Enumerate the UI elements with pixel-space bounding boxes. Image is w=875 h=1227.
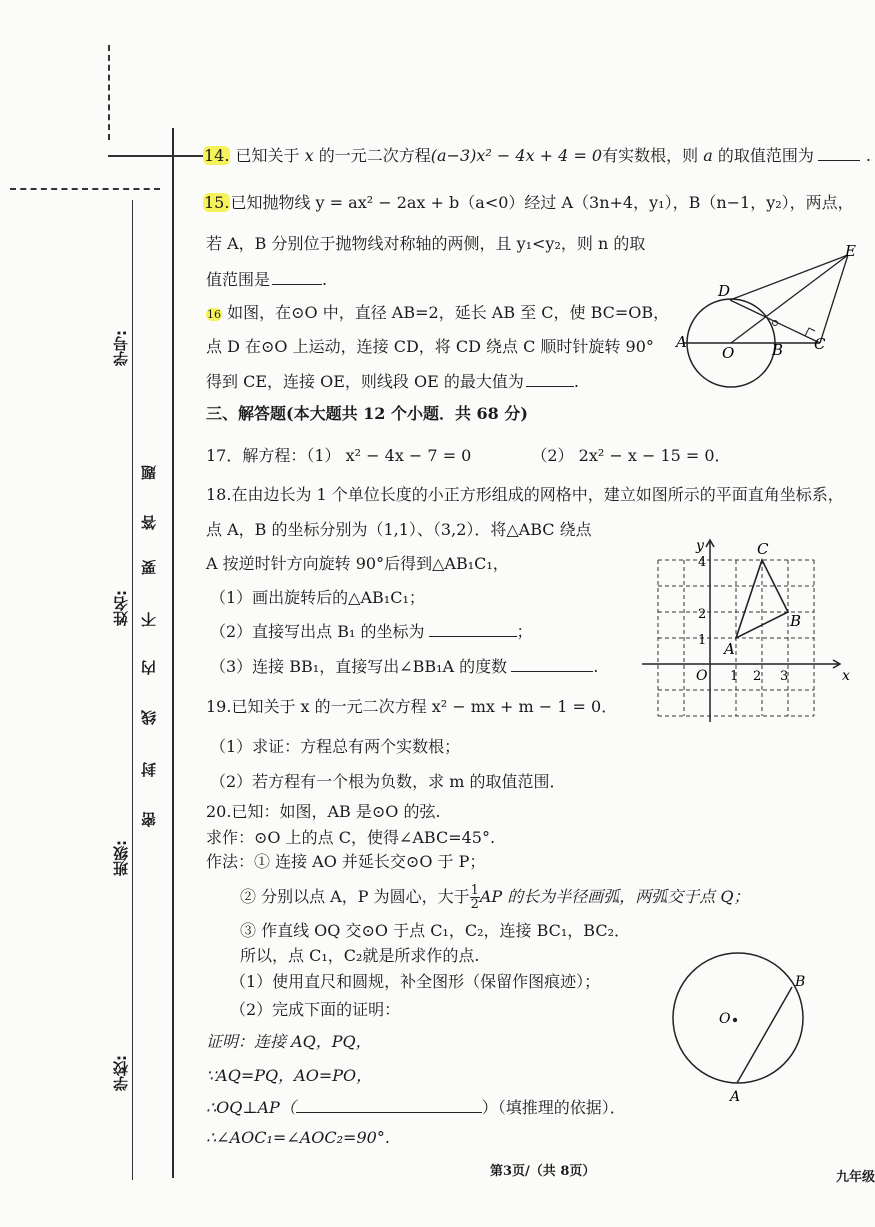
question-number: 15. bbox=[204, 193, 230, 212]
student-no-label: 学号: bbox=[112, 330, 130, 366]
q18-part2-text: （2）直接写出点 B₁ 的坐标为 bbox=[210, 622, 425, 641]
question-14 bbox=[203, 146, 871, 166]
q16-figure bbox=[672, 238, 862, 388]
margin-side-line bbox=[132, 200, 134, 1180]
q16-line2: 点 D 在⊙O 上运动，连接 CD，将 CD 绕点 C 顺时针旋转 90° bbox=[206, 337, 654, 356]
margin-dash-top bbox=[108, 45, 113, 140]
chord-ab bbox=[737, 987, 792, 1083]
q20-proof3-a: ∴OQ⊥AP（ bbox=[206, 1098, 296, 1117]
grade-label: 九年级 bbox=[836, 1170, 875, 1185]
fraction-numerator: 1 bbox=[470, 883, 479, 898]
seal-word-4: 不 bbox=[140, 612, 158, 627]
label-o: O bbox=[722, 344, 735, 362]
tick-x2: 2 bbox=[753, 669, 762, 684]
q18-line2: 点 A，B 的坐标分别为（1,1）、（3,2）．将△ABC 绕点 bbox=[206, 520, 592, 539]
center-dot bbox=[733, 1018, 737, 1022]
label-a: A bbox=[730, 1089, 741, 1105]
seal-word-7: 封 bbox=[140, 762, 158, 777]
q20-proof3-b: ）（填推理的依据）． bbox=[481, 1098, 626, 1117]
question-17 bbox=[206, 446, 731, 466]
q16-line3 bbox=[206, 372, 579, 392]
answer-blank[interactable] bbox=[526, 372, 574, 387]
q15-line3-text: 值范围是 bbox=[206, 270, 271, 289]
answer-blank[interactable] bbox=[272, 270, 322, 285]
q16-line1: 如图，在⊙O 中，直径 AB=2，延长 AB 至 C，使 BC=OB， bbox=[227, 303, 670, 322]
answer-blank[interactable] bbox=[511, 657, 593, 672]
q19-part1: （1）求证：方程总有两个实数根； bbox=[210, 737, 461, 756]
q14-text-b: 的一元二次方程 bbox=[313, 146, 431, 165]
school-label: 学校: bbox=[112, 1055, 130, 1091]
q17-part1: 17．解方程：（1） x² − 4x − 7 = 0 bbox=[206, 446, 472, 465]
q20-line4-b: AP 的长为半径画弧，两弧交于点 Q； bbox=[479, 887, 750, 906]
q17-part2: （2） 2x² − x − 15 = 0． bbox=[531, 446, 731, 465]
label-b: B bbox=[795, 974, 806, 990]
q20-part1: （1）使用直尺和圆规，补全图形（保留作图痕迹）； bbox=[230, 972, 601, 991]
label-x: x bbox=[842, 668, 850, 684]
question-number: 14. bbox=[204, 146, 230, 165]
q14-end: . bbox=[865, 146, 871, 165]
q16-end: . bbox=[573, 372, 579, 391]
q20-line4-a: ② 分别以点 A，P 为圆心，大于 bbox=[240, 887, 470, 906]
fraction-half bbox=[470, 884, 480, 911]
page-number: 第3页/（共 8页） bbox=[490, 1164, 596, 1179]
q15-line2: 若 A，B 分别位于抛物线对称轴的两侧，且 y₁<y₂，则 n 的取 bbox=[206, 234, 646, 253]
label-b: B bbox=[790, 612, 802, 630]
label-o: O bbox=[719, 1011, 731, 1027]
name-label: 姓名: bbox=[112, 590, 130, 626]
tick-x1: 1 bbox=[730, 669, 739, 684]
q18-part3-text: （3）连接 BB₁，直接写出∠BB₁A 的度数 bbox=[210, 657, 508, 676]
seal-word-1: 题 bbox=[140, 465, 158, 480]
circle-o bbox=[673, 953, 806, 1083]
q20-proof4: ∴∠AOC₁=∠AOC₂=90°. bbox=[206, 1128, 390, 1147]
label-y: y bbox=[696, 538, 704, 554]
line-de bbox=[730, 255, 848, 300]
margin-rule-mid bbox=[10, 188, 160, 191]
question-number: 16 bbox=[207, 308, 221, 321]
q20-line1: 20.已知：如图，AB 是⊙O 的弦. bbox=[206, 802, 441, 821]
q14-var-a: a bbox=[703, 146, 713, 165]
q18-part2 bbox=[210, 622, 533, 642]
q16-line3-text: 得到 CE，连接 OE，则线段 OE 的最大值为 bbox=[206, 372, 524, 391]
q20-proof1: 证明：连接 AQ，PQ， bbox=[206, 1032, 372, 1051]
q19-line: 19.已知关于 x 的一元二次方程 x² − mx + m − 1 = 0． bbox=[206, 697, 618, 716]
tick-x3: 3 bbox=[780, 669, 789, 684]
seal-word-3: 要 bbox=[140, 560, 158, 575]
label-b: B bbox=[772, 341, 784, 359]
seal-word-6: 线 bbox=[140, 710, 158, 725]
q20-line6: 所以，点 C₁，C₂就是所求作的点. bbox=[240, 946, 480, 965]
section-3-heading: 三、解答题(本大题共 12 个小题．共 68 分) bbox=[206, 404, 528, 423]
tick-y4: 4 bbox=[698, 555, 707, 570]
seal-word-2: 答 bbox=[140, 515, 158, 530]
q15-line1: 已知抛物线 y = ax² − 2ax + b（a<0）经过 A（3n+4，y₁），B（n−1，y₂），两点， bbox=[230, 193, 854, 212]
label-a: A bbox=[724, 640, 735, 658]
q18-grid-figure bbox=[640, 530, 865, 725]
label-a: A bbox=[676, 333, 687, 351]
answer-blank[interactable] bbox=[429, 622, 517, 637]
line-oe bbox=[731, 255, 848, 343]
q20-part2: （2）完成下面的证明： bbox=[230, 1000, 401, 1019]
q14-text: 已知关于 bbox=[230, 146, 305, 165]
q18-line1: 18.在由边长为 1 个单位长度的小正方形组成的网格中，建立如图所示的平面直角坐标系， bbox=[206, 485, 844, 504]
q20-line4 bbox=[240, 884, 750, 911]
q20-line5: ③ 作直线 OQ 交⊙O 于点 C₁，C₂，连接 BC₁，BC₂． bbox=[240, 921, 631, 940]
q15-line3 bbox=[206, 270, 327, 290]
margin-rule-top bbox=[108, 155, 204, 158]
q19-part2: （2）若方程有一个根为负数，求 m 的取值范围． bbox=[210, 772, 566, 791]
q14-text-c: 有实数根，则 bbox=[602, 146, 704, 165]
q18-part3-end: . bbox=[593, 657, 599, 676]
q14-equation: (a−3)x² − 4x + 4 = 0 bbox=[430, 146, 603, 165]
q18-part2-end: ； bbox=[516, 622, 533, 641]
margin-border-line bbox=[172, 128, 174, 1178]
label-c: C bbox=[757, 540, 769, 558]
answer-blank[interactable] bbox=[818, 146, 860, 161]
answer-blank[interactable] bbox=[296, 1098, 482, 1113]
q15-end: . bbox=[322, 270, 328, 289]
label-origin: O bbox=[696, 668, 708, 684]
seal-word-8: 密 bbox=[140, 812, 158, 827]
q20-proof2: ∵AQ=PQ，AO=PO， bbox=[206, 1066, 373, 1085]
tick-y1: 1 bbox=[698, 633, 707, 648]
label-d: D bbox=[718, 282, 731, 300]
seal-word-5: 内 bbox=[140, 660, 158, 675]
q18-part1: （1）画出旋转后的△AB₁C₁； bbox=[210, 588, 425, 607]
line-ce bbox=[820, 255, 848, 343]
label-e: E bbox=[845, 242, 856, 260]
q14-var-x: x bbox=[304, 146, 314, 165]
fraction-denominator: 2 bbox=[470, 897, 479, 912]
q20-line3: 作法：① 连接 AO 并延长交⊙O 于 P； bbox=[206, 852, 486, 871]
q20-proof3 bbox=[206, 1098, 626, 1118]
question-16 bbox=[206, 303, 669, 325]
tick-y2: 2 bbox=[698, 607, 707, 622]
q20-line2: 求作：⊙O 上的点 C，使得∠ABC=45°. bbox=[206, 828, 496, 847]
q18-line3: A 按逆时针方向旋转 90°后得到△AB₁C₁， bbox=[206, 554, 509, 573]
q18-part3 bbox=[210, 657, 598, 677]
label-c: C bbox=[814, 335, 826, 353]
q20-figure bbox=[662, 962, 822, 1104]
class-label: 班级: bbox=[112, 840, 130, 876]
q14-text-d: 的取值范围为 bbox=[712, 146, 814, 165]
question-15 bbox=[203, 193, 854, 213]
